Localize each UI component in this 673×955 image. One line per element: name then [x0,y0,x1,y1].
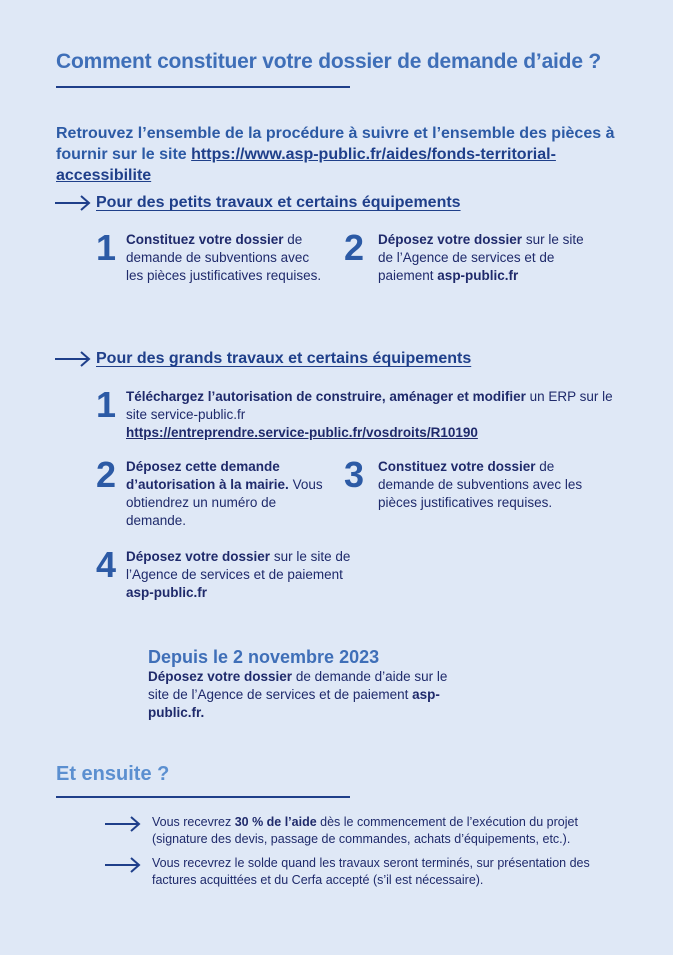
service-public-link[interactable]: https://entreprendre.service-public.fr/vosdroits/R10190 [126,425,478,440]
step-number: 2 [344,227,365,268]
big-step-1 [96,384,626,442]
ensuite-bullet-1 [104,814,622,848]
step-text: Téléchargez l’autorisation de construire, aménager et modifier un ERP sur le site service-public.fr https://entreprendre.service-public.fr/vosdroits/R10190 [126,389,613,440]
since-heading: Depuis le 2 novembre 2023 [148,647,380,667]
ensuite-underline [56,796,350,798]
intro-paragraph [56,123,636,186]
step-text: Déposez cette demande d’autorisation à la mairie. Vous obtiendrez un numéro de demande. [126,459,323,528]
big-step-3 [344,454,594,512]
section-small-works-heading[interactable]: Pour des petits travaux et certains équipements [96,194,461,211]
step-number: 4 [96,544,117,585]
small-step-2 [344,227,594,285]
step-text: Constituez votre dossier de demande de subventions avec les pièces justificatives requises. [126,232,322,283]
step-number: 1 [96,384,117,425]
arrow-right-icon [104,816,142,832]
since-text: Déposez votre dossier de demande d’aide sur le site de l’Agence de services et de paiement asp-public.fr. [148,669,448,720]
title-underline [56,86,350,88]
bullet-text: Vous recevrez le solde quand les travaux seront terminés, sur présentation des factures acquittées et du Cerfa accepté (s’il est nécessaire). [152,856,590,887]
section-big-works-heading[interactable]: Pour des grands travaux et certains équipements [96,350,472,367]
arrow-right-icon [54,194,92,212]
ensuite-heading: Et ensuite ? [56,763,170,785]
bullet-text: Vous recevrez 30 % de l’aide dès le commencement de l’exécution du projet (signature des devis, passage de commandes, achats d’équipements, etc.). [152,815,578,846]
step-number: 2 [96,454,117,495]
step-text: Constituez votre dossier de demande de subventions avec les pièces justificatives requises. [378,459,583,510]
section-big-works [54,350,471,368]
section-small-works [54,194,461,212]
step-text: Déposez votre dossier sur le site de l’Agence de services et de paiement asp-public.fr [378,232,584,283]
ensuite-bullet-2 [104,855,622,889]
since-block [148,646,448,722]
big-step-2 [96,454,326,530]
intro-text: Retrouvez l’ensemble de la procédure à suivre et l’ensemble des pièces à fournir sur le site [56,125,615,163]
arrow-right-icon [54,350,92,368]
small-step-1 [96,227,326,285]
big-step-4 [96,544,361,602]
page-title: Comment constituer votre dossier de demande d’aide ? [56,50,602,73]
intro-link[interactable]: https://www.asp-public.fr/aides/fonds-territorial-accessibilite [56,146,556,184]
arrow-right-icon [104,857,142,873]
step-text: Déposez votre dossier sur le site de l’Agence de services et de paiement asp-public.fr [126,549,351,600]
step-number: 1 [96,227,117,268]
step-number: 3 [344,454,365,495]
